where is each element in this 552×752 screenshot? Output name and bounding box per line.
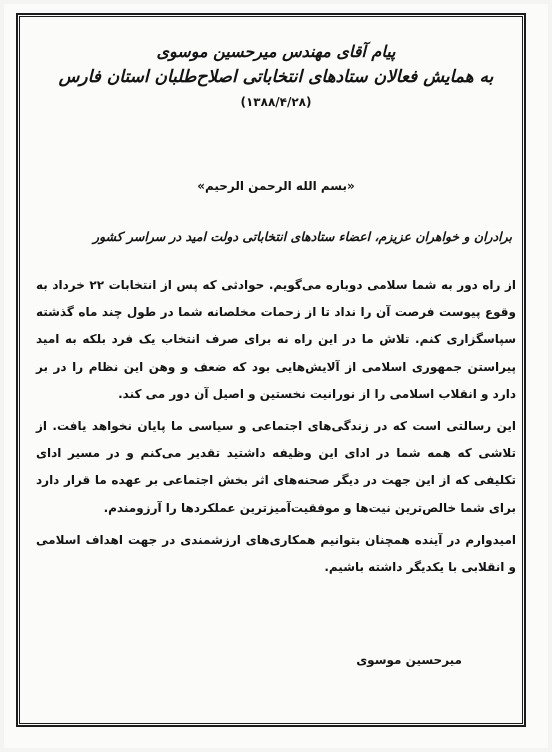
signature-name: میرحسین موسوی: [356, 653, 462, 667]
letter-date: (۱۳۸۸/۴/۲۸): [240, 95, 312, 109]
title-line-1: پیام آقای مهندس میرحسین موسوی: [156, 42, 396, 61]
body-paragraph-2: این رسالتی است که در زندگی‌های اجتماعی و سیاسی ما پایان نخواهد یافت. از تلاشی که همه شما در ادای این وظیفه داشتید تقدیر می‌کنم و در مسیر ادای تکلیفی که از این جهت در دیگر صحنه‌های اثر بخش اجتماعی بر عهده ما قرار دارد برای شما خالص‌ترین نیت‌ها و موفقیت‌آمیزترین عملکردها را آرزومندم.: [36, 419, 516, 515]
letter-body: [36, 272, 516, 581]
body-paragraph-1: از راه دور به شما سلامی دوباره می‌گویم. حوادثی که پس از انتخابات ۲۲ خرداد به وقوع پیوست فرصت آن را نداد تا از زحمات مخلصانه شما در طول چند ماه گذشته سپاسگزاری کنم. تلاش ما در این راه نه برای صرف انتخاب یک فرد بلکه به امید پیراستن جمهوری اسلامی از آلایش‌هایی بود که ضعف و وهن این نظام را در بر دارد و انقلاب اسلامی را از نورانیت نخستین و اصیل آن دور می کند.: [36, 278, 517, 401]
bismillah-line: «بسم الله الرحمن الرحیم»: [197, 179, 355, 193]
title-line-2: به همایش فعالان ستادهای انتخاباتی اصلاح‌طلبان استان فارس: [58, 67, 494, 87]
letter-header: [30, 40, 522, 112]
body-paragraph-3: امیدوارم در آینده همچنان بتوانیم همکاری‌های ارزشمندی در جهت اهداف اسلامی و انقلابی با یکدیگر داشته باشیم.: [36, 532, 516, 575]
salutation-line: برادران و خواهران عزیزم، اعضاء ستادهای انتخاباتی دولت امید در سراسر کشور: [93, 229, 512, 244]
